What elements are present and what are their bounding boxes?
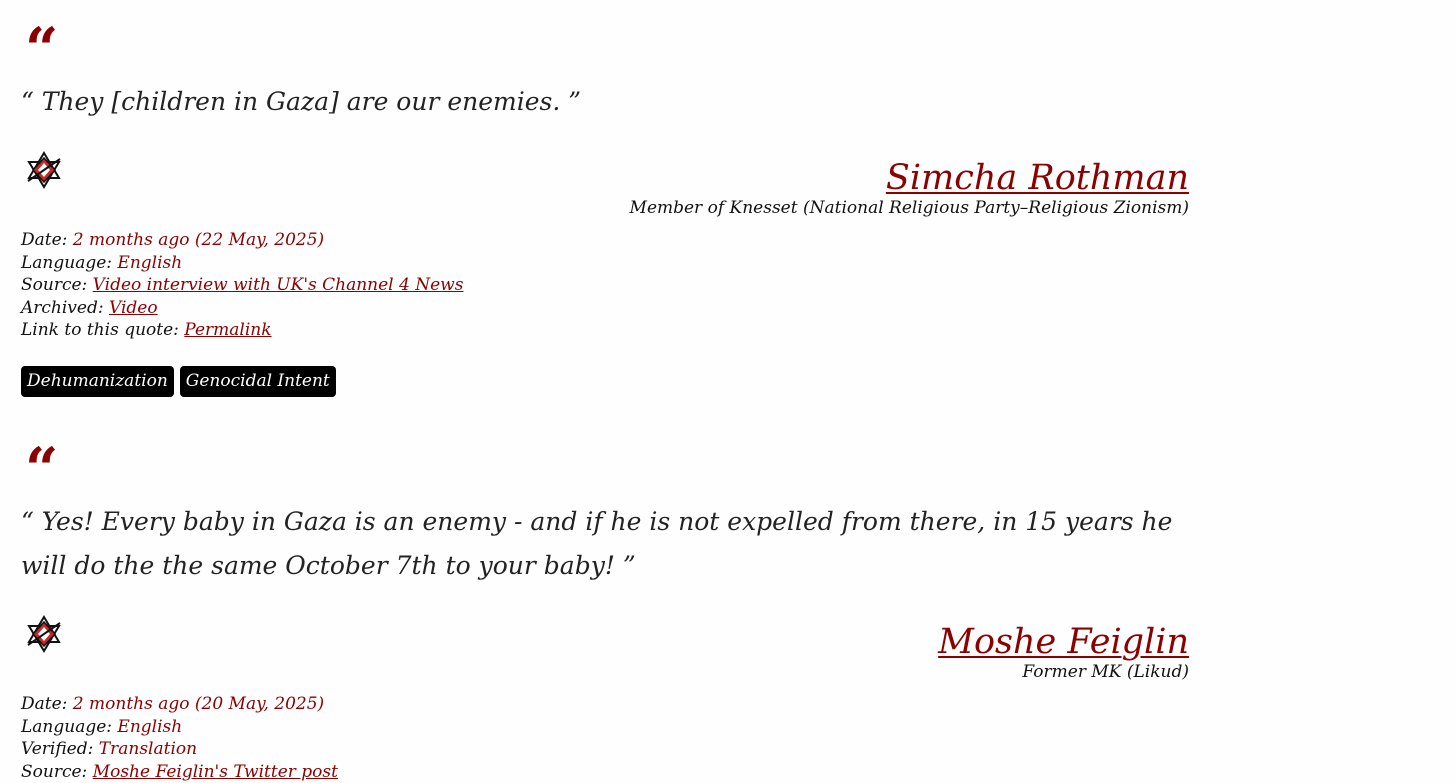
quote-mark-icon: “ (25, 440, 58, 498)
star-of-david-icon (24, 150, 64, 190)
meta-archived: Archived: Video (21, 297, 463, 320)
tag-list (21, 366, 336, 397)
meta-permalink: Link to this quote: Permalink (21, 319, 463, 342)
author-link[interactable]: Moshe Feiglin (938, 622, 1189, 662)
source-link[interactable]: Video interview with UK's Channel 4 News (93, 275, 464, 295)
quote-text: “ They [children in Gaza] are our enemies. ” (21, 80, 1189, 124)
quote-meta (21, 693, 338, 783)
star-of-david-icon (24, 614, 64, 654)
author-role: Former MK (Likud) (938, 662, 1189, 682)
author-link[interactable]: Simcha Rothman (630, 158, 1189, 198)
quote-meta (21, 229, 463, 342)
meta-date: Date: 2 months ago (22 May, 2025) (21, 229, 463, 252)
author-block (630, 158, 1189, 218)
permalink-link[interactable]: Permalink (184, 320, 271, 340)
meta-language: Language: English (21, 716, 338, 739)
source-link[interactable]: Moshe Feiglin's Twitter post (93, 762, 338, 782)
meta-verified: Verified: Translation (21, 738, 338, 761)
meta-language: Language: English (21, 252, 463, 275)
meta-date: Date: 2 months ago (20 May, 2025) (21, 693, 338, 716)
quote-text: “ Yes! Every baby in Gaza is an enemy - and if he is not expelled from there, in 15 years he will do the the same October 7th to your baby! ” (21, 500, 1189, 588)
meta-source: Source: Moshe Feiglin's Twitter post (21, 761, 338, 783)
quote-mark-icon: “ (25, 20, 58, 78)
tag-genocidal-intent[interactable]: Genocidal Intent (180, 366, 336, 397)
tag-dehumanization[interactable]: Dehumanization (21, 366, 174, 397)
author-block (938, 622, 1189, 682)
author-role: Member of Knesset (National Religious Party–Religious Zionism) (630, 198, 1189, 218)
archived-link[interactable]: Video (109, 298, 158, 318)
meta-source: Source: Video interview with UK's Channel 4 News (21, 274, 463, 297)
